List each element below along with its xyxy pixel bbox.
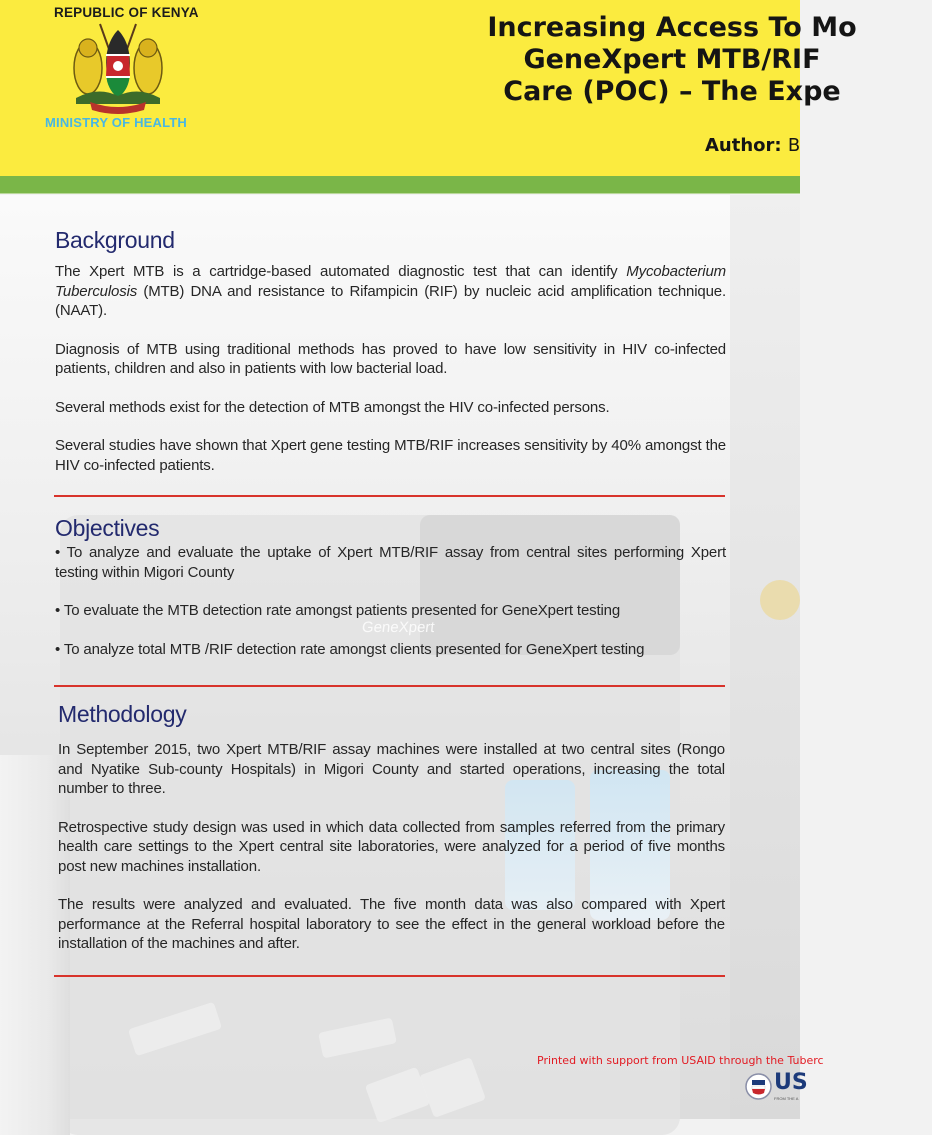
background-paragraph-3: Several methods exist for the detection of MTB amongst the HIV co-infected persons. bbox=[55, 398, 610, 416]
text-span: The Xpert MTB is a cartridge-based automated diagnostic test that can identify bbox=[55, 263, 627, 280]
usaid-logo-text: US bbox=[774, 1070, 808, 1095]
usaid-seal-icon bbox=[745, 1073, 772, 1100]
methodology-heading: Methodology bbox=[58, 701, 187, 727]
methodology-paragraph-1: In September 2015, two Xpert MTB/RIF assay machines were installed at two central sites (Rongo and Nyatike Sub-county Hospitals) in Migori County and started operations, increasing the total number to three. bbox=[58, 741, 725, 797]
author-name: B bbox=[787, 135, 801, 156]
methodology-paragraph-2: Retrospective study design was used in which data collected from samples referred from the primary health care settings to the Xpert central site laboratories, were analyzed for a period of five months post new machines installation. bbox=[58, 818, 725, 875]
background-paragraph-4: Several studies have shown that Xpert gene testing MTB/RIF increases sensitivity by 40% amongst the HIV co-infected patients. bbox=[55, 437, 726, 474]
title-line-3: Care (POC) – The Expe bbox=[503, 76, 841, 107]
section-divider bbox=[54, 975, 725, 977]
objectives-section bbox=[55, 514, 726, 659]
background-heading: Background bbox=[55, 227, 175, 253]
title-line-1: Increasing Access To Mo bbox=[487, 12, 857, 43]
objective-item: • To evaluate the MTB detection rate amongst patients presented for GeneXpert testing bbox=[55, 602, 621, 619]
methodology-section bbox=[58, 700, 725, 954]
header-green-band bbox=[0, 176, 800, 194]
section-divider bbox=[54, 495, 725, 497]
author-line bbox=[705, 135, 800, 156]
photo-machine-arm bbox=[730, 195, 800, 1119]
kenya-coat-of-arms-icon bbox=[68, 20, 168, 112]
genexpert-watermark: GeneXpert bbox=[361, 619, 436, 636]
republic-label: REPUBLIC OF KENYA bbox=[54, 5, 199, 20]
poster-header bbox=[0, 0, 857, 176]
background-paragraph-1 bbox=[55, 262, 726, 321]
ministry-label: MINISTRY OF HEALTH bbox=[45, 115, 188, 130]
objective-item: • To analyze and evaluate the uptake of Xpert MTB/RIF assay from central sites performing Xpert testing within Migori County bbox=[55, 544, 726, 581]
methodology-paragraph-3: The results were analyzed and evaluated. The five month data was also compared with Xpert performance at the Referral hospital laboratory to see the effect in the general workload before the installation of the machines and after. bbox=[58, 896, 725, 952]
author-label: Author: bbox=[705, 135, 782, 156]
poster-title bbox=[412, 12, 932, 108]
section-divider bbox=[54, 685, 725, 687]
title-line-2: GeneXpert MTB/RIF bbox=[523, 44, 821, 75]
objectives-heading: Objectives bbox=[55, 515, 160, 541]
background-paragraph-2: Diagnosis of MTB using traditional methods has proved to have low sensitivity in HIV co-infected patients, children and also in patients with low bacterial load. bbox=[55, 340, 726, 377]
organism-name: Mycobacterium Tuberculosis bbox=[55, 263, 726, 300]
background-section bbox=[55, 226, 726, 475]
usaid-support-note: Printed with support from USAID through the Tuberc bbox=[537, 1054, 824, 1067]
objective-item: • To analyze total MTB /RIF detection rate amongst clients presented for GeneXpert testing bbox=[55, 640, 645, 658]
usaid-tagline: FROM THE A bbox=[774, 1096, 799, 1101]
photo-yellow-knob bbox=[760, 580, 800, 620]
text-span: (MTB) DNA and resistance to Rifampicin (RIF) by nucleic acid amplification technique. (NAAT). bbox=[55, 282, 726, 319]
